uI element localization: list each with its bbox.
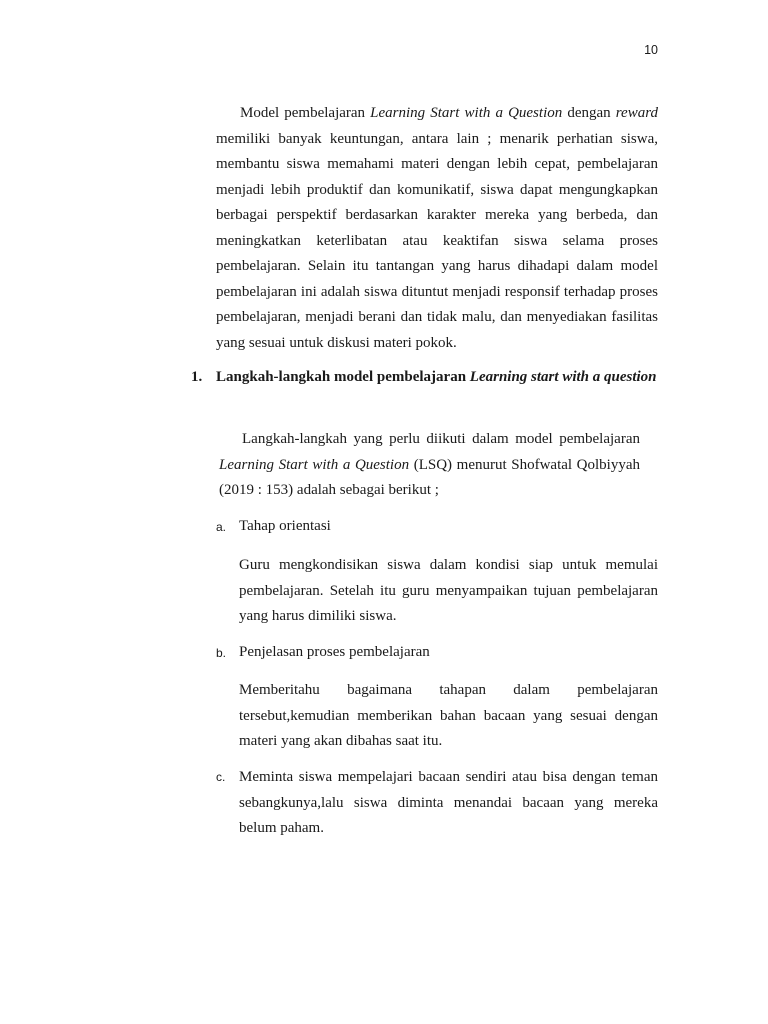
intro-italic-1: Learning Start with a Question [370,105,563,121]
steps-intro-italic-1: Learning Start with a Question [219,456,410,473]
section-heading [216,365,658,391]
steps-intro-text-2: (LSQ) menurut Shofwatal Qolbiyyah (2019 : 153) adalah sebagai berikut ; [219,456,640,498]
item-a-body: Guru mengkondisikan siswa dalam kondisi siap untuk memulai pembelajaran. Setelah itu guru menyampaikan tujuan pembelajaran yang harus dimiliki siswa. [239,557,658,624]
steps-intro-paragraph [219,427,640,504]
item-b-body: Memberitahu bagaimana tahapan dalam pembelajaran tersebut,kemudian memberikan bahan bacaan yang sesuai dengan materi yang akan dibahas saat itu. [239,682,658,749]
item-b-title: Penjelasan proses pembelajaran [239,644,430,660]
item-b-letter: b. [216,646,227,660]
intro-text-2: dengan [562,105,616,121]
item-a-letter: a. [216,520,227,534]
intro-text-3: memiliki banyak keuntungan, antara lain ; menarik perhatian siswa, membantu siswa memahami materi dengan lebih cepat, pembelajaran menjadi lebih produktif dan komunikatif, siswa dapat mengungkapkan berbagai perspektif berdasarkan karakter mereka yang berbeda, dan meningkatkan keterlibatan atau keaktifan siswa selama proses pembelajaran. Selain itu tantangan yang harus dihadapi dalam model pembelajaran ini adalah siswa dituntut menjadi responsif terhadap proses pembelajaran, menjadi berani dan tidak malu, dan menyediakan fasilitas yang sesuai untuk diskusi materi pokok. [216,130,658,351]
intro-text-1: Model pembelajaran [240,105,371,121]
section-heading-text: Langkah-langkah model pembelajaran [216,369,470,385]
item-c-body: Meminta siswa mempelajari bacaan sendiri atau bisa dengan teman sebangkunya,lalu siswa diminta menandai bacaan yang mereka belum paham. [239,769,658,836]
intro-paragraph [216,101,658,356]
page-number: 10 [644,43,658,57]
item-c-letter: c. [216,770,226,784]
item-a-title: Tahap orientasi [239,518,331,534]
steps-intro-text-1: Langkah-langkah yang perlu diikuti dalam model pembelajaran [242,431,640,447]
section-heading-italic: Learning start with a question [469,369,657,385]
section-number: 1. [191,369,203,385]
intro-italic-2: reward [615,105,658,121]
